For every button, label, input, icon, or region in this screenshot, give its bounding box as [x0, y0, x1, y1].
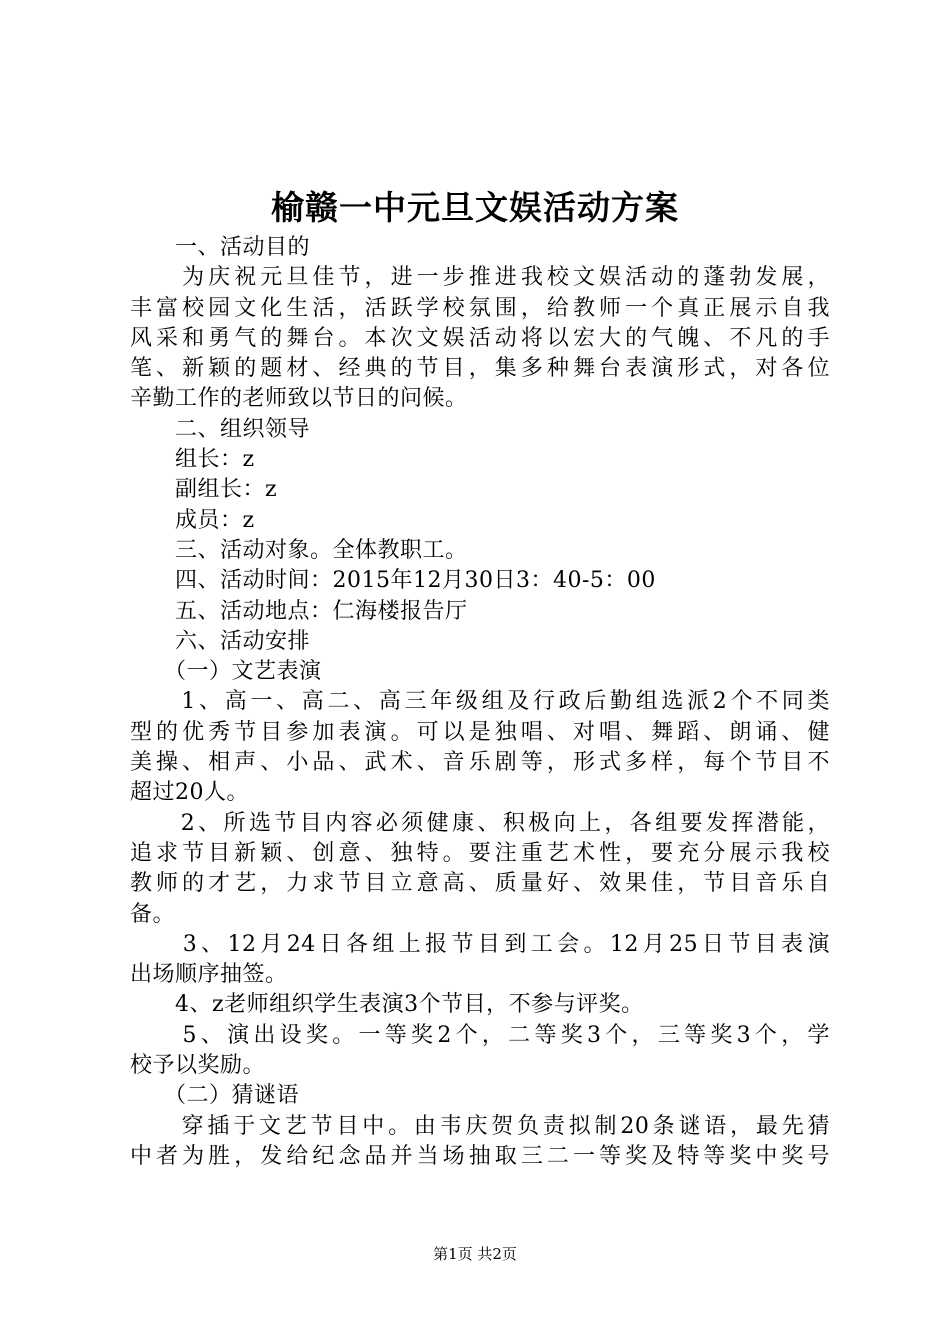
text-line: 四、活动时间：2015年12月30日3：40-5：00 — [130, 568, 656, 594]
text-line: 穿插于文艺节目中。由韦庆贺负责拟制20条谜语，最先猜 — [130, 1113, 830, 1139]
text-line: 超过20人。 — [130, 780, 249, 806]
text-line: （一）文艺表演 — [130, 659, 322, 685]
text-line: 为庆祝元旦佳节，进一步推进我校文娱活动的蓬勃发展， — [130, 265, 830, 291]
text-line: 副组长：z — [130, 477, 278, 503]
text-line: 出场顺序抽签。 — [130, 962, 288, 988]
text-line: 备。 — [130, 901, 176, 927]
text-line: 中者为胜，发给纪念品并当场抽取三二一等奖及特等奖中奖号 — [130, 1143, 830, 1169]
text-line: 2、所选节目内容必须健康、积极向上，各组要发挥潜能， — [130, 810, 830, 836]
text-line: 校予以奖励。 — [130, 1053, 266, 1079]
text-line: 一、活动目的 — [130, 235, 311, 260]
text-line: 三、活动对象。全体教职工。 — [130, 537, 468, 563]
text-line: 丰富校园文化生活，活跃学校氛围，给教师一个真正展示自我 — [130, 295, 830, 321]
text-line: 型的优秀节目参加表演。可以是独唱、对唱、舞蹈、朗诵、健 — [130, 719, 830, 745]
text-line: 五、活动地点：仁海楼报告厅 — [130, 598, 468, 624]
document-body — [130, 233, 830, 1172]
text-line: （二）猜谜语 — [130, 1083, 300, 1109]
text-line: 4、z老师组织学生表演3个节目，不参与评奖。 — [130, 992, 644, 1018]
text-line: 3、12月24日各组上报节目到工会。12月25日节目表演 — [130, 931, 830, 957]
text-line: 1、高一、高二、高三年级组及行政后勤组选派2个不同类 — [130, 689, 830, 715]
text-line: 组长：z — [130, 447, 255, 473]
text-line: 风采和勇气的舞台。本次文娱活动将以宏大的气魄、不凡的手 — [130, 325, 830, 351]
text-line: 笔、新颖的题材、经典的节目，集多种舞台表演形式，对各位 — [130, 356, 830, 382]
document-title: 榆赣一中元旦文娱活动方案 — [271, 188, 679, 227]
page-footer: 第1页 共2页 — [433, 1245, 517, 1263]
text-line: 六、活动安排 — [130, 628, 311, 654]
text-line: 二、组织领导 — [130, 416, 311, 442]
text-line: 追求节目新颖、创意、独特。要注重艺术性，要充分展示我校 — [130, 840, 830, 866]
text-line: 教师的才艺，力求节目立意高、质量好、效果佳，节目音乐自 — [130, 871, 830, 897]
text-line: 成员：z — [130, 507, 255, 533]
text-line: 美操、相声、小品、武术、音乐剧等，形式多样，每个节目不 — [130, 750, 830, 776]
text-line: 5、演出设奖。一等奖2个，二等奖3个，三等奖3个，学 — [130, 1022, 830, 1048]
text-line: 辛勤工作的老师致以节日的问候。 — [130, 386, 468, 412]
